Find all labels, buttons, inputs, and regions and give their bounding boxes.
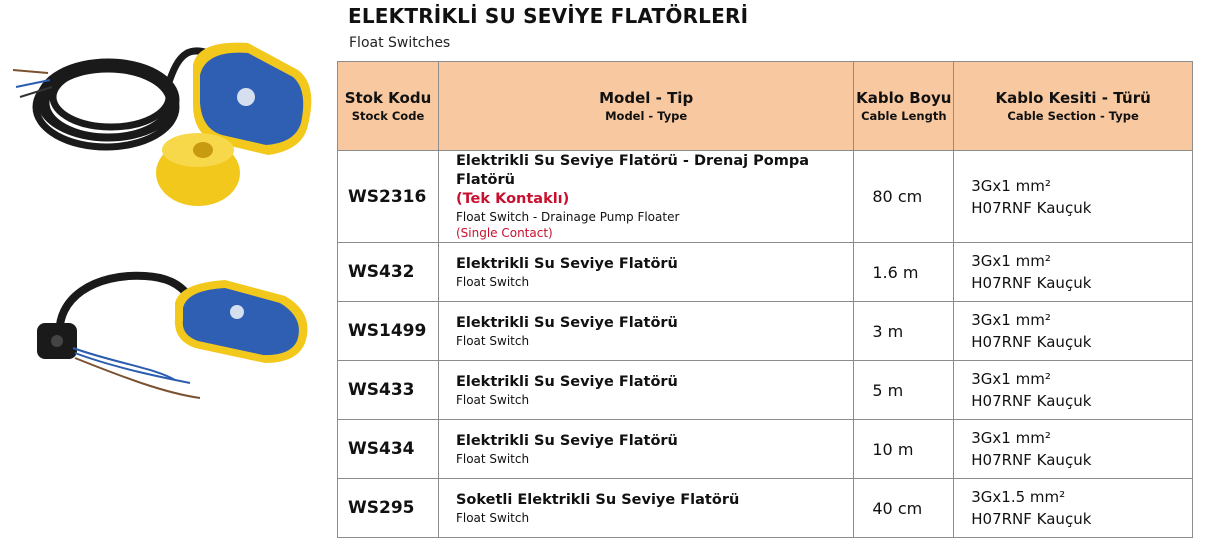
model-note-tr: (Tek Kontaklı)	[455, 191, 570, 207]
model-cell	[438, 479, 853, 538]
stock-code: WS295	[338, 479, 439, 538]
cable-type: H07RNF Kauçuk	[971, 451, 1092, 469]
product-image-float-switch-socket	[15, 268, 325, 408]
stock-code: WS434	[338, 420, 439, 479]
model-name-tr: Elektrikli Su Seviye Flatörü	[455, 373, 678, 390]
model-name-en: Float Switch	[455, 333, 530, 348]
cable-length: 5 m	[854, 361, 954, 420]
cable-section-cell	[954, 243, 1193, 302]
cable-section: 3Gx1.5 mm²	[971, 488, 1066, 506]
cable-type: H07RNF Kauçuk	[971, 198, 1092, 217]
counterweight	[156, 133, 240, 206]
model-name-en: Float Switch	[455, 274, 530, 289]
cable-type: H07RNF Kauçuk	[971, 510, 1092, 528]
cable-section: 3Gx1 mm²	[971, 370, 1051, 388]
wire-ends	[73, 348, 200, 398]
model-cell	[438, 151, 853, 243]
cable-length: 80 cm	[854, 151, 954, 243]
model-name-en: Float Switch	[455, 451, 530, 466]
model-note-en: (Single Contact)	[455, 226, 553, 240]
cable-section-cell	[954, 361, 1193, 420]
product-image-float-switch-coiled	[8, 25, 323, 210]
cable-section-cell	[954, 420, 1193, 479]
stock-code: WS2316	[338, 151, 439, 243]
model-name-tr: Elektrikli Su Seviye Flatörü	[455, 432, 678, 449]
cable-type: H07RNF Kauçuk	[971, 392, 1092, 410]
cable-length: 10 m	[854, 420, 954, 479]
float-body	[175, 280, 308, 363]
model-name-en: Float Switch	[455, 510, 530, 525]
table-header-row	[338, 62, 1193, 151]
table-row	[338, 361, 1193, 420]
model-name-tr: Elektrikli Su Seviye Flatörü - Drenaj Pompa Flatörü	[455, 153, 810, 188]
page-title: ELEKTRİKLİ SU SEVİYE FLATÖRLERİ	[348, 4, 749, 28]
model-name-en: Float Switch	[455, 392, 530, 407]
cable-type: H07RNF Kauçuk	[971, 333, 1092, 351]
page-subtitle: Float Switches	[349, 35, 451, 51]
column-header-cable-length: Kablo Boyu Cable Length	[854, 62, 954, 151]
model-name-tr: Soketli Elektrikli Su Seviye Flatörü	[455, 491, 740, 508]
model-cell	[438, 243, 853, 302]
column-header-model-type: Model - Tip Model - Type	[438, 62, 853, 151]
cable-section-cell	[954, 479, 1193, 538]
model-name-en: Float Switch - Drainage Pump Floater	[455, 210, 680, 224]
cable-section: 3Gx1 mm²	[971, 252, 1051, 270]
stock-code: WS1499	[338, 302, 439, 361]
cable-length: 40 cm	[854, 479, 954, 538]
column-header-cable-section: Kablo Kesiti - Türü Cable Section - Type	[954, 62, 1193, 151]
table-row	[338, 302, 1193, 361]
cable-length: 3 m	[854, 302, 954, 361]
model-name-tr: Elektrikli Su Seviye Flatörü	[455, 255, 678, 272]
cable-section: 3Gx1 mm²	[971, 176, 1051, 195]
cable-length: 1.6 m	[854, 243, 954, 302]
stock-code: WS433	[338, 361, 439, 420]
table-row	[338, 479, 1193, 538]
socket	[37, 323, 77, 359]
model-cell	[438, 361, 853, 420]
cable-section: 3Gx1 mm²	[971, 429, 1051, 447]
cable-section-cell	[954, 151, 1193, 243]
model-name-tr: Elektrikli Su Seviye Flatörü	[455, 314, 678, 331]
product-table	[337, 61, 1193, 538]
table-row	[338, 151, 1193, 243]
model-cell	[438, 420, 853, 479]
cable-type: H07RNF Kauçuk	[971, 274, 1092, 292]
cable-section: 3Gx1 mm²	[971, 311, 1051, 329]
table-row	[338, 420, 1193, 479]
cable	[60, 276, 190, 338]
cable-section-cell	[954, 302, 1193, 361]
table-row	[338, 243, 1193, 302]
column-header-stock-code: Stok Kodu Stock Code	[338, 62, 439, 151]
model-cell	[438, 302, 853, 361]
stock-code: WS432	[338, 243, 439, 302]
